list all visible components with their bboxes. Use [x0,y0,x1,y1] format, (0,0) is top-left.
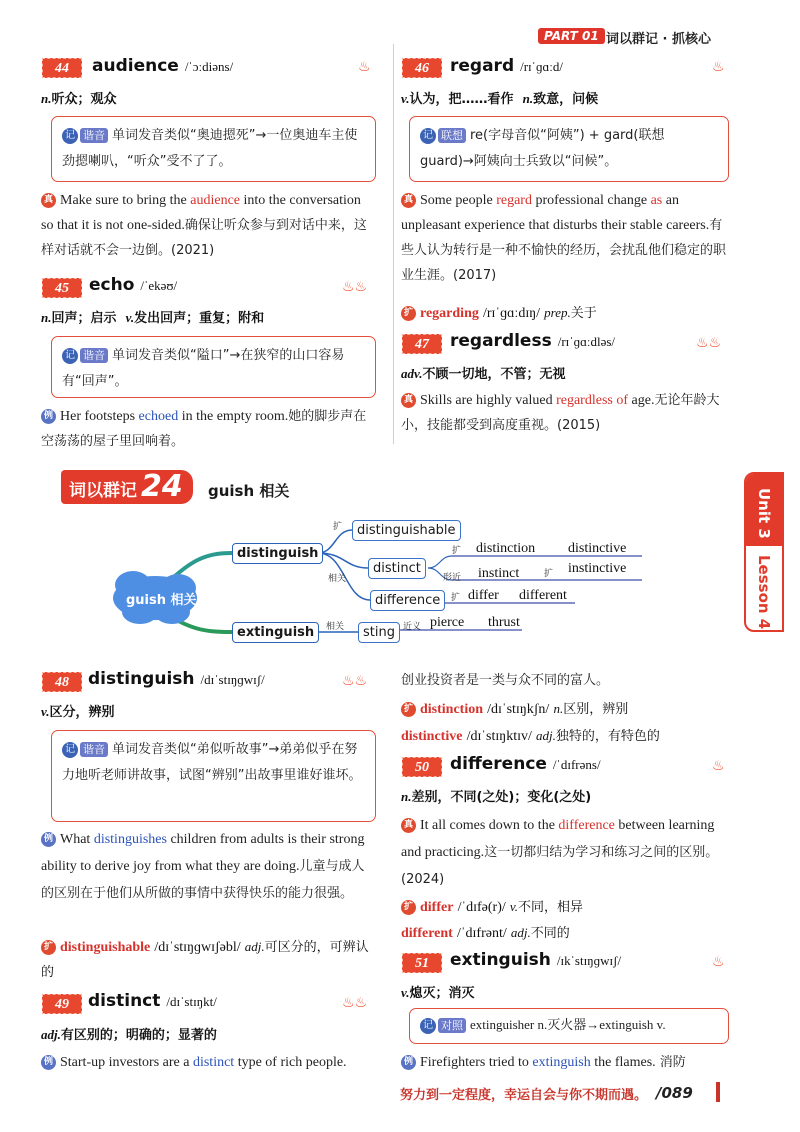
extend-icon: 扩 [401,702,416,717]
example-icon: 例 [41,832,56,847]
extension-word: 扩 regarding /rɪˈɡɑːdɪŋ/ prep.关于 [401,302,597,322]
page-number: /089 [656,1084,693,1102]
example-icon: 例 [41,1055,56,1070]
lesson-label: Lesson 4 [755,554,773,630]
tip-tag: 谐音 [80,128,108,143]
word-number: 49 [42,994,82,1014]
mindmap-word: differ [468,588,499,603]
word-number: 44 [42,58,82,78]
word-extinguish: extinguish /ɪkˈstɪŋɡwɪʃ/ [450,950,622,970]
word-number: 50 [402,757,442,777]
tip-text: 单词发音类似“隘口”→在狭窄的山口容易有“回声”。 [62,348,345,389]
frequency-flame-icon: ♨ [712,954,725,970]
mindmap-tag: 扩 [451,593,461,603]
frequency-flame-icon: ♨♨ [342,673,368,689]
example-sentence: 例 What distinguishes children from adults is their strong ability to derive joy from what they are doing.儿童与成人的区别在于他们从所做的事情中获得快乐的能力很强。 [41,832,365,901]
example-sentence: 例 Her footsteps echoed in the empty room.她的脚步声在空荡荡的屋子里回响着。 [41,409,367,449]
word-audience: audience /ˈɔːdiəns/ [92,56,234,76]
word-number: 51 [402,953,442,973]
word-number: 47 [402,334,442,354]
word-meaning: v.熄灭；消灭 [401,985,475,1001]
mindmap-tag: 扩 [544,569,554,579]
exam-icon: 真 [401,193,416,208]
example-translation: 创业投资者是一类与众不同的富人。 [401,673,610,688]
mindmap-word: distinctive [568,541,627,556]
exam-icon: 真 [401,818,416,833]
memory-icon: 记 [62,128,78,144]
frequency-flame-icon: ♨♨ [342,279,368,295]
mindmap-node-distinguish: distinguish [232,543,323,564]
word-number: 45 [42,278,82,298]
extension-word: 扩 distinguishable /dɪˈstɪŋɡwɪʃəbl/ adj.可区分的，可辨认的 [41,939,369,980]
mindmap-word: different [519,588,567,603]
unit-label: Unit 3 [746,474,782,546]
mindmap-tag: 形近 [443,573,462,583]
frequency-flame-icon: ♨ [712,59,725,75]
mindmap-tag: 扩 [333,522,343,532]
word-meaning: adv.不顾一切地，不管；无视 [401,366,566,382]
example-sentence: 例 Start-up investors are a distinct type of rich people. [41,1050,376,1075]
tip-text: re(字母音似“阿姨”) + gard(联想guard)→阿姨向士兵致以“问候”。 [420,128,665,169]
tip-tag: 谐音 [80,348,108,363]
mindmap-word: instinct [478,566,520,581]
page-header-title: 词以群记 · 抓核心 [606,32,711,47]
footer-quote: 努力到一定程度，幸运自会与你不期而遇。 [400,1088,648,1103]
mindmap-word: thrust [488,615,520,630]
word-difference: difference /ˈdɪfrəns/ [450,754,601,774]
example-sentence: 真 Some people regard professional change as an unpleasant experience that disturbs their stable careers.有些人认为转行是一种不愉快的经历，会扰乱他们稳定的职业生涯。(2017) [401,193,727,283]
frequency-flame-icon: ♨♨ [696,335,722,351]
example-sentence: 真 Make sure to bring the audience into the conversation so that it is not one-sided.确保让听众参与到对话中来，这样对话就不会一边倒。(2021) [41,193,367,258]
word-meaning: adj.有区别的；明确的；显著的 [41,1027,217,1043]
exam-icon: 真 [41,193,56,208]
example-icon: 例 [41,409,56,424]
mindmap-node-sting: sting [358,622,400,643]
frequency-flame-icon: ♨ [358,59,371,75]
mindmap-tag: 扩 [452,546,462,556]
mindmap-tag: 近义 [403,622,422,632]
memory-icon: 记 [62,348,78,364]
frequency-flame-icon: ♨♨ [342,995,368,1011]
mindmap-word: instinctive [568,561,627,576]
example-sentence: 真 It all comes down to the difference between learning and practicing.这一切都归结为学习和练习之间的区别。(2024) [401,818,719,887]
tip-tag: 对照 [438,1018,466,1033]
frequency-flame-icon: ♨ [712,758,725,774]
word-meaning: n.差别，不同(之处)；变化(之处) [401,789,592,805]
mindmap-tag: 相关 [326,622,345,632]
page-number-bar [716,1082,720,1102]
tip-tag: 谐音 [80,742,108,757]
exam-icon: 真 [401,393,416,408]
section-subtitle: guish 相关 [208,482,290,500]
extend-icon: 扩 [401,900,416,915]
mindmap-word: pierce [430,615,465,630]
word-number: 46 [402,58,442,78]
tip-tag: 联想 [438,128,466,143]
mindmap-node-distinguishable: distinguishable [352,520,461,541]
word-regardless: regardless /rɪˈɡɑːdləs/ [450,331,616,351]
extension-word: distinctive /dɪˈstɪŋktɪv/ adj.独特的，有特色的 [401,728,660,744]
extend-icon: 扩 [41,940,56,955]
section-banner: 词以群记 24 [61,470,193,504]
word-meaning: n.回声；启示 v.发出回声；重复；附和 [41,310,265,326]
memory-icon: 记 [420,128,436,144]
part-badge: PART 01 [538,28,605,44]
word-distinguish: distinguish /dɪˈstɪŋɡwɪʃ/ [88,669,265,689]
memory-icon: 记 [62,742,78,758]
memory-tip-box [51,730,376,822]
word-echo: echo /ˈekəʊ/ [89,275,178,295]
word-distinct: distinct /dɪˈstɪŋkt/ [88,991,217,1011]
extension-word: different /ˈdɪfrənt/ adj.不同的 [401,925,570,941]
word-meaning: v.区分，辨别 [41,704,115,720]
word-regard: regard /rɪˈɡɑːd/ [450,56,564,76]
example-sentence: 真 Skills are highly valued regardless of age.无论年龄大小，技能都受到高度重视。(2015) [401,393,720,433]
mindmap-root-label: guish 相关 [126,593,197,608]
word-meaning: v.认为，把……看作 n.致意，问候 [401,91,599,107]
word-meaning: n.听众；观众 [41,91,117,107]
tip-text: 单词发音类似“弟似听故事”→弟弟似乎在努力地听老师讲故事，试图“辨别”出故事里谁好谁坏。 [62,742,362,783]
mindmap-node-distinct: distinct [368,558,426,579]
tip-text: 单词发音类似“奥迪摁死”→一位奥迪车主使劲摁喇叭，“听众”受不了了。 [62,128,358,169]
example-sentence: 例 Firefighters tried to extinguish the flames. 消防 [401,1050,731,1075]
mindmap-node-extinguish: extinguish [232,622,319,643]
mindmap-node-difference: difference [370,590,445,611]
extend-icon: 扩 [401,306,416,321]
extension-word: 扩 differ /ˈdɪfə(r)/ v.不同，相异 [401,896,583,916]
mindmap-tag: 相关 [328,574,347,584]
memory-tip-box [409,1008,729,1044]
memory-icon: 记 [420,1018,436,1034]
word-number: 48 [42,672,82,692]
tip-text: extinguisher n.灭火器→extinguish v. [470,1017,666,1032]
example-icon: 例 [401,1055,416,1070]
extension-word: 扩 distinction /dɪˈstɪŋkʃn/ n.区别，辨别 [401,698,628,718]
mindmap-word: distinction [476,541,536,556]
